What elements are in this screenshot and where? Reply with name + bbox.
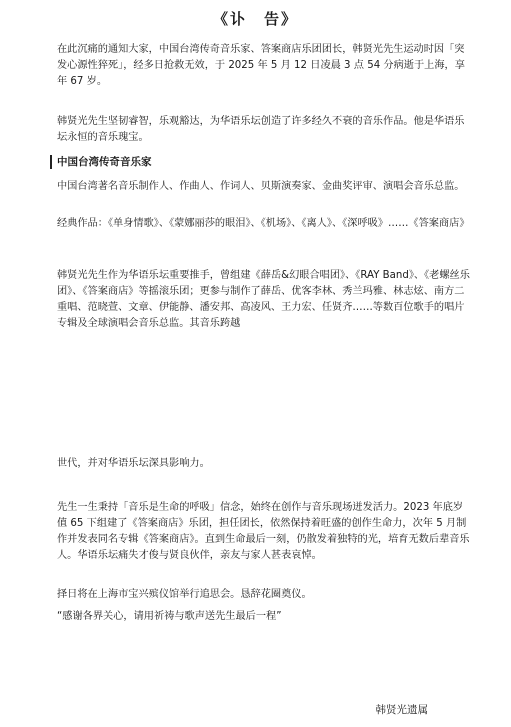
section-heading: 中国台湾传奇音乐家 bbox=[57, 156, 152, 168]
intro-paragraph: 在此沉痛的通知大家，中国台湾传奇音乐家、答案商店乐团团长，韩贤光先生运动时因「突发心源性猝死」，经多日抢救无效，于 2025 年 5 月 12 日凌晨 3 点 54 分病逝于上海，享年 67 岁。 bbox=[57, 44, 465, 87]
signature: 韩贤光遗属 bbox=[375, 704, 428, 716]
section-heading-bar bbox=[50, 155, 52, 169]
tribute-paragraph: 韩贤光先生坚韧睿智，乐观豁达，为华语乐坛创造了许多经久不衰的音乐作品。他是华语乐坛永恒的音乐瑰宝。 bbox=[57, 116, 465, 143]
obituary-title: 《讣 告》 bbox=[212, 10, 298, 28]
belief-paragraph: 先生一生秉持「音乐是生命的呼吸」信念，始终在创作与音乐现场迸发活力。2023 年底岁值 65 下组建了《答案商店》乐团，担任团长，依然保持着旺盛的创作生命力，次年 5 月制作并发表同名专辑《答案商店》。直到生命最后一刻，仍散发着独特的光，培育无数后辈音乐人。华语乐坛痛失才俊与贤良伙伴，亲友与家人甚表哀悼。 bbox=[57, 502, 470, 561]
career-paragraph: 韩贤光先生作为华语乐坛重要推手，曾组建《薛岳&幻眼合唱团》、《RAY Band》、《老螺丝乐团》、《答案商店》等摇滚乐团；更参与制作了薛岳、优客李林、秀兰玛雅、林志炫、南方二重唱、范晓萱、文章、伊能静、潘安邦、高凌风、王力宏、任贤齐……等数百位歌手的唱片专辑及全球演唱会音乐总监。其音乐跨越 bbox=[57, 270, 470, 329]
memorial-notice: 择日将在上海市宝兴殡仪馆举行追思会。恳辞花圈奠仪。 bbox=[57, 589, 312, 600]
closing-quote: “感谢各界关心，请用祈祷与歌声送先生最后一程” bbox=[57, 611, 282, 622]
roles-paragraph: 中国台湾著名音乐制作人、作曲人、作词人、贝斯演奏家、金曲奖评审、演唱会音乐总监。 bbox=[57, 181, 465, 192]
career-continuation: 世代，并对华语乐坛深具影响力。 bbox=[57, 458, 210, 469]
classic-works-paragraph: 经典作品：《单身情歌》、《蒙娜丽莎的眼泪》、《机场》、《离人》、《深呼吸》……《答案商店》 bbox=[57, 218, 470, 229]
